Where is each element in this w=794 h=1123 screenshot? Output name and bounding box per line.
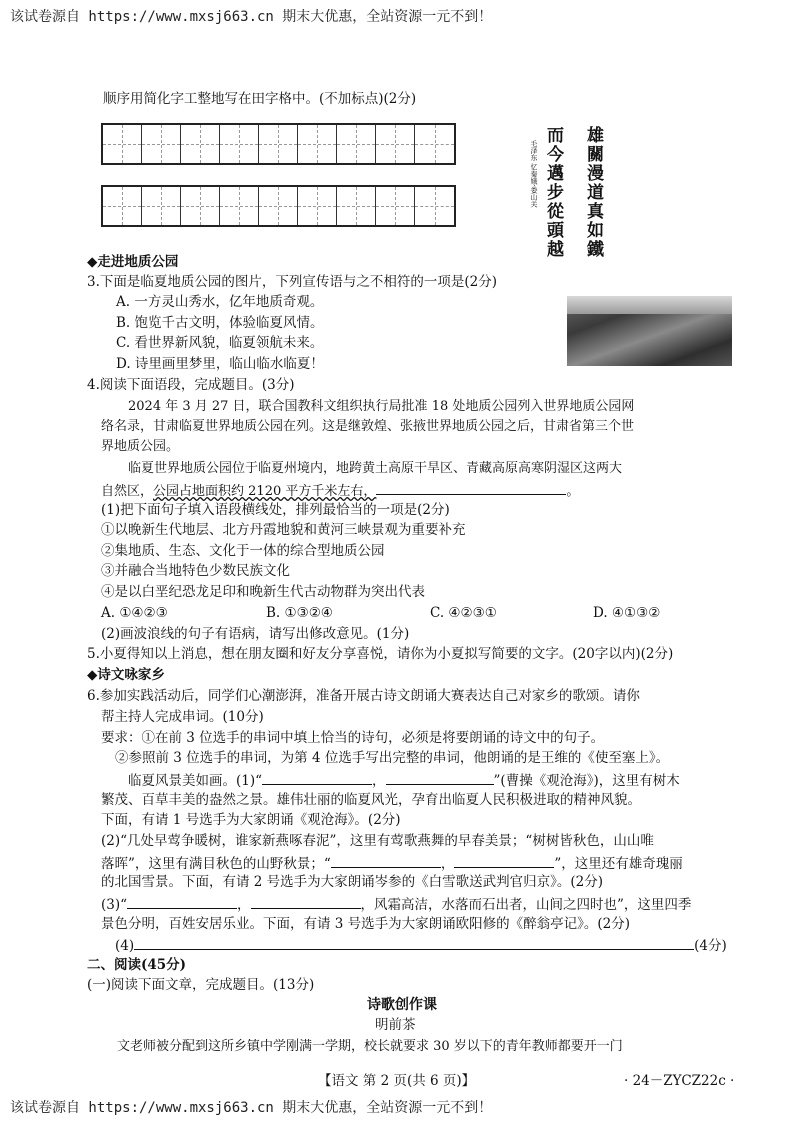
q6-part3-line2: 景色分明，百姓安居乐业。下面，有请 3 号选手为大家朗诵欧阳修的《醉翁亭记》。(2分) [101, 916, 631, 932]
watermark-bottom: 该试卷源自 https://www.mxsj663.cn 期末大优惠，全站资源一元不到！ [10, 1100, 493, 1116]
article-author: 明前茶 [375, 1017, 416, 1033]
page-footer: 【语文 第 2 页(共 6 页)】 [318, 1073, 476, 1089]
q4-para1-line1: 2024 年 3 月 27 日，联合国教科文组织执行局批准 18 处地质公园列入世界地质公园网 [128, 399, 635, 414]
q6-part1-line2: 繁茂、百草丰美的盎然之景。雄伟壮丽的临夏风光，孕育出临夏人民积极进取的精神风貌。 [101, 792, 641, 808]
watermark-top: 该试卷源自 https://www.mxsj663.cn 期末大优惠，全站资源一元不到！ [10, 9, 493, 25]
wavy-sentence: 公园占地面积约 2120 平方千米左右， [153, 484, 377, 499]
q6-part2-line2: 落晖”，这里有满目秋色的山野秋景；“ ， ”，这里还有雄奇瑰丽 [101, 853, 683, 874]
q6-line2: 帮主持人完成串词。(10分) [101, 709, 264, 725]
q4-para1-line2: 络名录，甘肃临夏世界地质公园在列。这是继敦煌、张掖世界地质公园之后，甘肃省第三个世 [101, 419, 635, 434]
q4-choice-b: B. ①③②④ [266, 605, 333, 621]
q4-sentence-1: ①以晚新生代地层、北方丹霞地貌和黄河三峡景观为重要补充 [101, 522, 466, 538]
answer-blank[interactable] [386, 770, 494, 785]
q3-option-a: A. 一方灵山秀水，亿年地质奇观。 [116, 294, 324, 310]
article-first-line: 文老师被分配到这所乡镇中学刚满一学期，校长就要求 30 岁以下的青年教师都要开一门 [117, 1039, 623, 1054]
q4-choice-c: C. ④②③① [430, 605, 497, 621]
q6-req2: ②参照前 3 位选手的串词，为第 4 位选手写出完整的串词，他朗诵的是王维的《使至塞上》。 [115, 750, 670, 766]
q4-choice-a: A. ①④②③ [101, 605, 168, 621]
section-geopark: ◆走进地质公园 [87, 254, 179, 270]
answer-blank[interactable] [376, 480, 566, 495]
article-title: 诗歌创作课 [367, 997, 437, 1013]
q3-option-d: D. 诗里画里梦里，临山临水临夏！ [116, 356, 324, 372]
q4-sentence-4: ④是以白垩纪恐龙足印和晚新生代古动物群为突出代表 [101, 584, 425, 600]
writing-grid-row-2[interactable] [101, 185, 456, 227]
q6-line1: 6.参加实践活动后，同学们心潮澎湃，准备开展古诗文朗诵大赛表达自己对家乡的歌颂。请你 [87, 688, 640, 704]
q6-part2-line1: (2)“几处早莺争暖树，谁家新燕啄春泥”，这里有莺歌燕舞的早春美景；“树树皆秋色，山山唯 [101, 833, 654, 849]
answer-blank[interactable] [331, 853, 441, 868]
part2-sub-heading: (一)阅读下面文章，完成题目。(13分) [87, 977, 315, 993]
q4-choice-d: D. ④①③② [593, 605, 661, 621]
q6-part1-line3: 下面，有请 1 号选手为大家朗诵《观沧海》。(2分) [101, 812, 401, 828]
answer-blank[interactable] [454, 853, 554, 868]
answer-blank[interactable] [127, 894, 237, 909]
calligraphy-column-1: 雄關漫道真如鐵 [583, 126, 603, 259]
q4-sentence-3: ③并融合当地特色少数民族文化 [101, 563, 290, 579]
exam-code: · 24－ZYCZ22c · [624, 1073, 735, 1089]
q6-part2-line3: 的北国雪景。下面，有请 2 号选手为大家朗诵岑参的《白雪歌送武判官归京》。(2分) [101, 874, 604, 890]
q3-stem: 3.下面是临夏地质公园的图片，下列宣传语与之不相符的一项是(2分) [87, 274, 498, 290]
q4-para2-line1: 临夏世界地质公园位于临夏州境内，地跨黄土高原干旱区、青藏高原高寒阴湿区这两大 [128, 461, 623, 476]
q6-part3-line1: (3)“ ， ，风霜高洁，水落而石出者，山间之四时也”，这里四季 [101, 894, 691, 915]
section-poetry: ◆诗文咏家乡 [87, 667, 165, 683]
q5-stem: 5.小夏得知以上消息，想在朋友圈和好友分享喜悦，请你为小夏拟写简要的文字。(20字以内)(2分) [87, 646, 674, 662]
q4-para2-line2: 自然区，公园占地面积约 2120 平方千米左右， 。 [101, 480, 579, 501]
part2-heading: 二、阅读(45分) [87, 957, 187, 973]
answer-blank[interactable] [134, 935, 694, 950]
q6-part4: (4) (4分) [115, 935, 727, 956]
q4-sentence-2: ②集地质、生态、文化于一体的综合型地质公园 [101, 543, 385, 559]
q3-option-b: B. 饱览千古文明，体验临夏风情。 [116, 315, 324, 331]
q6-part1-line1: 临夏风景美如画。(1)“ ， ”(曹操《观沧海》)，这里有树木 [128, 770, 680, 791]
q4-stem: 4.阅读下面语段，完成题目。(3分) [87, 377, 295, 393]
q4-sub2: (2)画波浪线的句子有语病，请写出修改意见。(1分) [101, 626, 410, 642]
calligraphy-column-2: 而今邁步從頭越 [543, 126, 563, 259]
intro-text: 顺序用简化字工整地写在田字格中。(不加标点)(2分) [103, 91, 417, 107]
q3-option-c: C. 看世界新风貌，临夏领航未来。 [116, 335, 324, 351]
q4-para1-line3: 界地质公园。 [101, 439, 180, 454]
q4-sub1: (1)把下面句子填入语段横线处，排列最恰当的一项是(2分) [101, 502, 450, 518]
answer-blank[interactable] [251, 894, 361, 909]
calligraphy-inscription: 毛泽东 忆秦娥·娄山关 [530, 140, 538, 208]
geopark-photo [567, 296, 732, 366]
q6-req1: 要求：①在前 3 位选手的串词中填上恰当的诗句，必须是将要朗诵的诗文中的句子。 [101, 730, 605, 746]
writing-grid-row-1[interactable] [101, 123, 456, 165]
answer-blank[interactable] [262, 770, 372, 785]
